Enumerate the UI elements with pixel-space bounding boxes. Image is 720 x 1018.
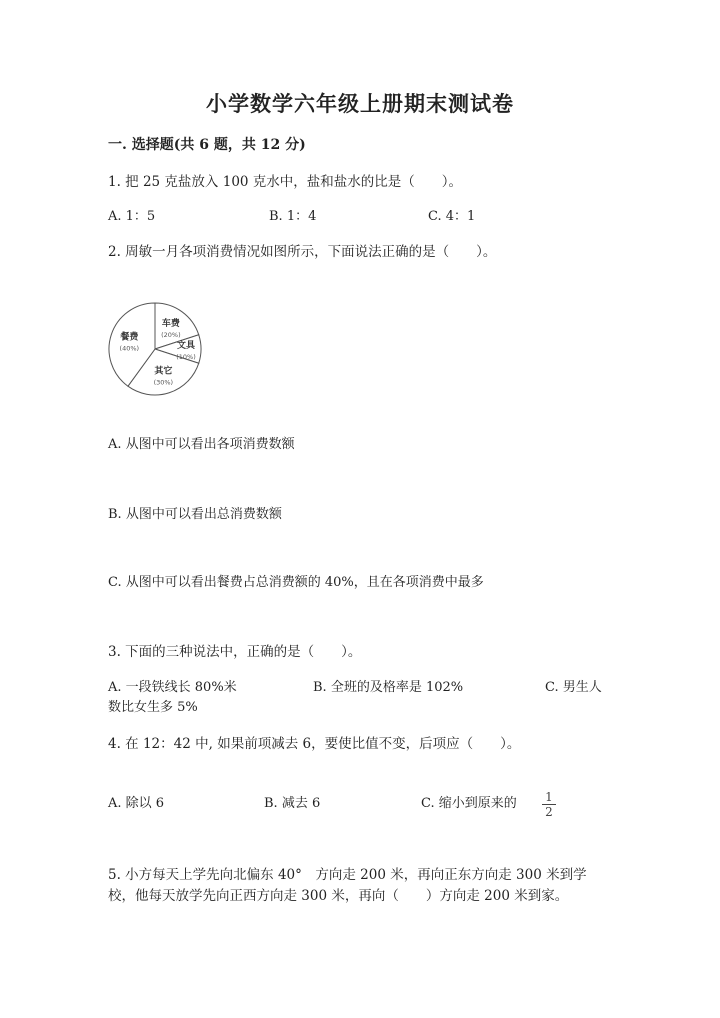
q3-option-c: C. 男生人 (545, 680, 602, 695)
fraction-one-half (542, 790, 556, 820)
consumption-pie-chart (100, 294, 210, 404)
q2-option-a: A. 从图中可以看出各项消费数额 (108, 437, 295, 452)
question-2: 2. 周敏一月各项消费情况如图所示，下面说法正确的是（ ）。 (108, 244, 497, 260)
pie-label-1: 餐费 (120, 332, 139, 343)
pie-value-label-2: (20%) (161, 331, 181, 340)
q1-option-a: A. 1：5 (108, 209, 156, 224)
q4-option-c: C. 缩小到原来的 (421, 796, 517, 811)
q3-option-a: A. 一段铁线长 80%米 (108, 680, 237, 695)
q3-option-b: B. 全班的及格率是 102% (313, 680, 464, 695)
pie-value-label-1: (40%) (119, 344, 140, 353)
pie-value-label-4: (30%) (153, 378, 174, 387)
section-heading: 一. 选择题(共 6 题，共 12 分) (108, 137, 306, 153)
fraction-numerator: 1 (542, 790, 556, 805)
question-3: 3. 下面的三种说法中，正确的是（ ）。 (108, 644, 362, 660)
question-1: 1. 把 25 克盐放入 100 克水中，盐和盐水的比是（ ）。 (108, 174, 463, 190)
fraction-denominator: 2 (545, 805, 553, 819)
q4-option-b: B. 减去 6 (264, 796, 321, 811)
pie-label-2: 车费 (161, 319, 180, 330)
q4-option-a: A. 除以 6 (108, 796, 165, 811)
q2-option-c: C. 从图中可以看出餐费占总消费额的 40%，且在各项消费中最多 (108, 575, 484, 590)
page-title: 小学数学六年级上册期末测试卷 (206, 91, 514, 116)
question-5-line-1: 5. 小方每天上学先向北偏东 40° 方向走 200 米，再向正东方向走 300 米到学 (108, 867, 587, 883)
pie-label-4: 其它 (154, 366, 173, 377)
q3-option-c-continued: 数比女生多 5% (108, 700, 198, 715)
question-4: 4. 在 12：42 中, 如果前项减去 6，要使比值不变，后项应（ ）。 (108, 736, 521, 752)
q1-option-b: B. 1：4 (269, 209, 317, 224)
q2-option-b: B. 从图中可以看出总消费数额 (108, 507, 282, 522)
question-5-line-2: 校，他每天放学先向正西方向走 300 米，再向（ ）方向走 200 米到家。 (108, 888, 569, 904)
pie-label-3: 文具 (176, 341, 196, 351)
q1-option-c: C. 4：1 (428, 209, 476, 224)
pie-value-label-3: (10%) (176, 353, 196, 361)
